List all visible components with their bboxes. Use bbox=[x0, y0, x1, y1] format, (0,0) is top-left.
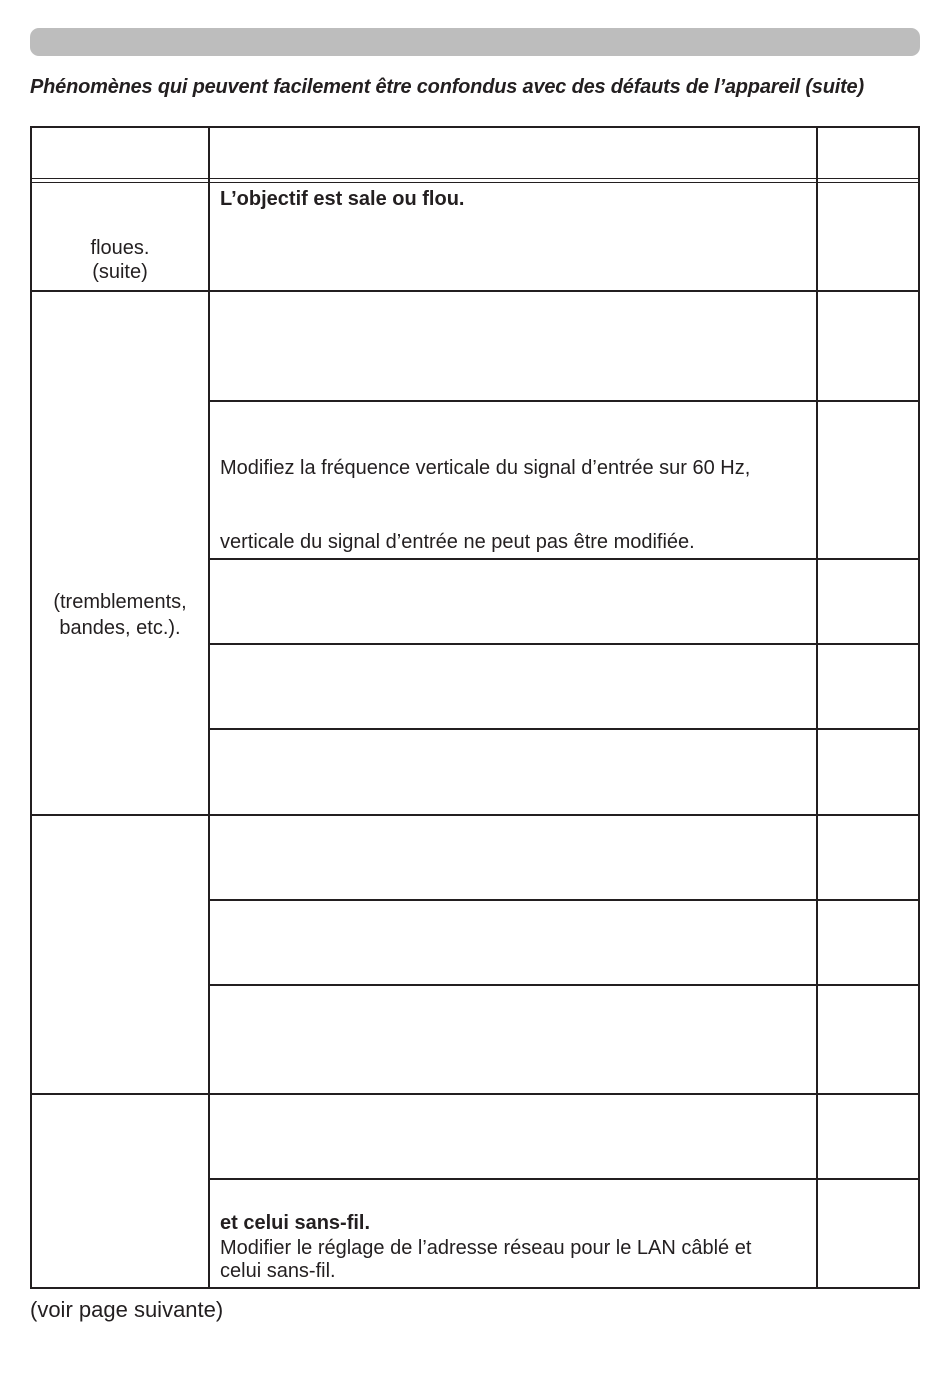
phenomenon-line: floues. bbox=[90, 237, 150, 259]
column-divider bbox=[816, 128, 818, 1287]
row-separator bbox=[208, 643, 918, 645]
cause-description: celui sans-fil. bbox=[220, 1260, 336, 1282]
phenomenon-line: (suite) bbox=[92, 261, 148, 283]
group-separator bbox=[32, 1093, 918, 1095]
troubleshooting-table bbox=[30, 126, 920, 1289]
group-separator bbox=[32, 814, 918, 816]
group-separator bbox=[32, 290, 918, 292]
cause-description: verticale du signal d’entrée ne peut pas être modifiée. bbox=[220, 531, 695, 553]
row-separator bbox=[208, 558, 918, 560]
cause-title: L’objectif est sale ou flou. bbox=[220, 188, 465, 210]
row-separator bbox=[208, 899, 918, 901]
continued-note: (voir page suivante) bbox=[30, 1297, 224, 1322]
phenomenon-line: (tremblements, bbox=[53, 591, 187, 613]
row-separator bbox=[208, 400, 918, 402]
section-header-bar bbox=[30, 28, 920, 56]
page-title: Phénomènes qui peuvent facilement être confondus avec des défauts de l’appareil (suite) bbox=[30, 76, 864, 98]
cause-description: Modifier le réglage de l’adresse réseau pour le LAN câblé et bbox=[220, 1237, 752, 1259]
row-separator bbox=[208, 728, 918, 730]
row-separator bbox=[208, 1178, 918, 1180]
phenomenon-line: bandes, etc.). bbox=[59, 617, 181, 639]
cause-title: et celui sans-fil. bbox=[220, 1212, 371, 1234]
header-separator bbox=[32, 178, 918, 183]
cause-description: Modifiez la fréquence verticale du signal d’entrée sur 60 Hz, bbox=[220, 457, 751, 479]
row-separator bbox=[208, 984, 918, 986]
column-divider bbox=[208, 128, 210, 1287]
